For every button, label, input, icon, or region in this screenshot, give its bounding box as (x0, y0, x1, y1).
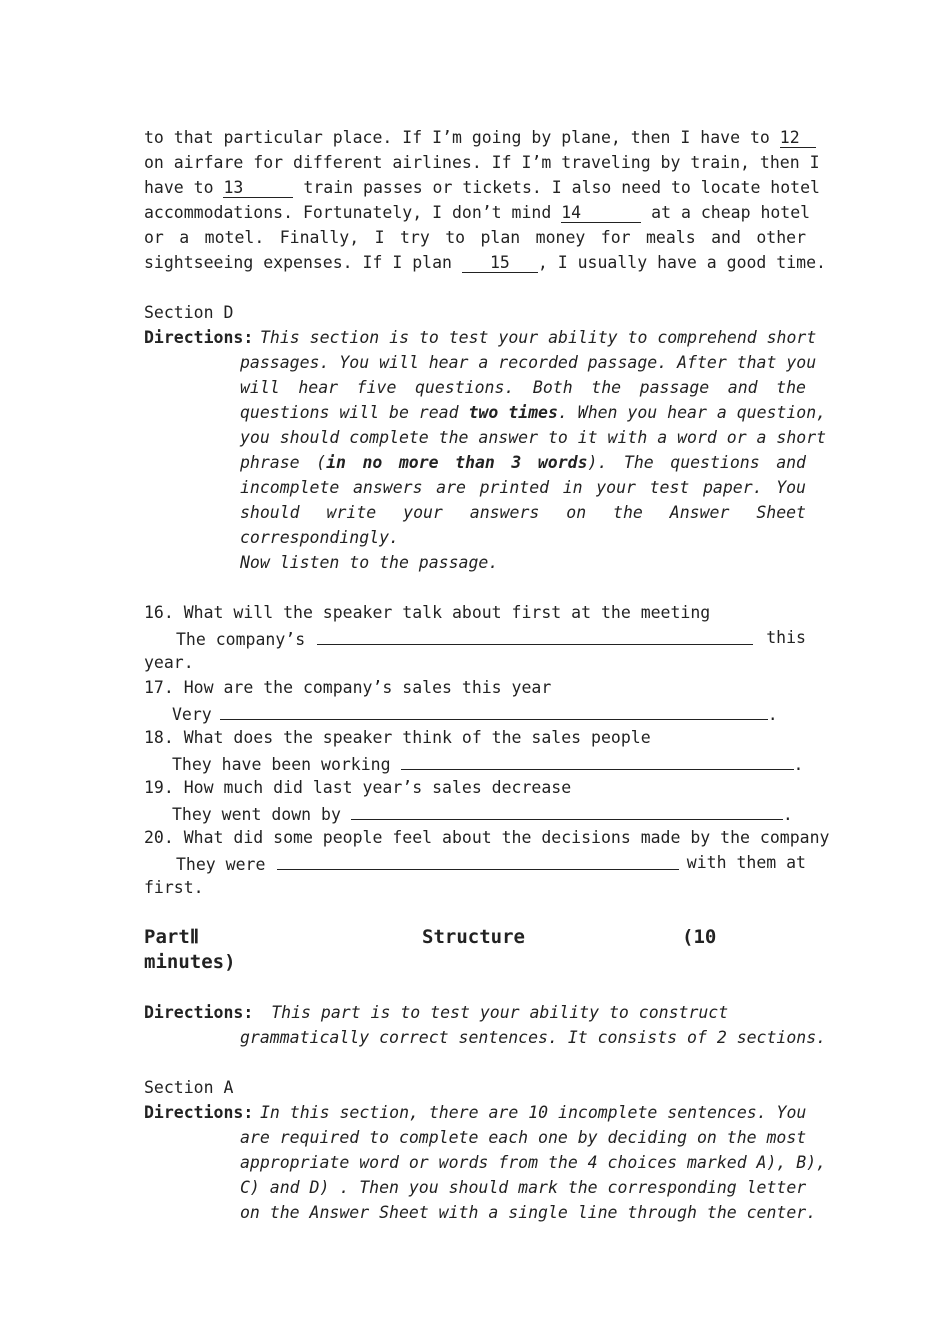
answer-line-20: They were with them at (144, 850, 806, 875)
question-18: 18. What does the speaker think of the sales people (144, 728, 651, 747)
answer-line-18: They have been working . (144, 750, 806, 775)
question-20: 20. What did some people feel about the decisions made by the company (144, 828, 830, 847)
cloze-line: on airfare for different airlines. If I’m traveling by train, then I (144, 153, 820, 172)
answer-blank-18[interactable] (401, 750, 794, 770)
question-17: 17. How are the company’s sales this year (144, 678, 552, 697)
section-a-directions: Directions: In this section, there are 10 incomplete sentences. You (144, 1103, 807, 1122)
answer-line-16: The company’s this (144, 625, 806, 650)
directions-label: Directions: (144, 1003, 254, 1022)
part-2-title: Structure (422, 926, 525, 948)
blank-12: 12 (780, 128, 816, 148)
directions-label: Directions: (144, 1103, 254, 1122)
cloze-line: or a motel. Finally, I try to plan money for meals and other (144, 228, 806, 247)
section-a-title: Section A (144, 1078, 234, 1097)
cloze-line: to that particular place. If I’m going by plane, then I have to 12 (144, 125, 806, 150)
answer-line-19: They went down by . (144, 800, 806, 825)
cloze-line: have to 13 train passes or tickets. I also need to locate hotel (144, 178, 820, 197)
cloze-passage (144, 125, 826, 275)
cloze-line: sightseeing expenses. If I plan 15 , I usually have a good time. (144, 253, 826, 272)
directions-label: Directions: (144, 328, 254, 347)
question-list: 16. What will the speaker talk about first at the meeting The company’s this year. 17. How are the company’s sales this year Very . 18. What does the speaker think of the sales people They have been working . 19. How much did last year’s sales decrease They went down by . 20. What did some people feel about the decisions made by the company They were with them at first. (144, 600, 806, 900)
document-page: to that particular place. If I’m going by plane, then I have to 12 on airfare for different airlines. If I’m traveling by train, then I have to 13 train passes or tickets. I also need to locate hotel accommodations. Fortunately, I don’t mind 14 at a cheap hotel or a motel. Finally, I try to plan money for meals and other sightseeing expenses. If I plan 15 , I usually have a good time. Section D Directions: This section is to test your ability to comprehend short passages. You will hear a recorded passage. After that you will hear five questions. Both the passage and the questions will be read two times. When you hear a question, you should complete the answer to it with a word or a short phrase (in no more than 3 words). The questions and incomplete answers are printed in your test paper. You should write your answers on the Answer Sheet correspondingly. Now listen to the passage. 16. What will the speaker talk about first at the meeting The company’s this year. 17. How are the company’s sales this year Very . 18. What does the speaker think of the sales people They have been working . 19. How much did last year’s sales decrease They went down by . 20. What did some people feel about the decisions made by the company They were with them at first. PartⅡ Structure (10 minutes) Directions: This part is to test your ability to construct grammatically correct sentences. It consists of 2 sections. Section A Directions: In this section, there are 10 incomplete sentences. You are required to complete each one by deciding on the most appropriate word or words from the 4 choices marked A), B), C) and D) . Then you should mark the corresponding letter on the Answer Sheet with a single line through the center. (144, 125, 806, 1225)
answer-blank-17[interactable] (220, 700, 768, 720)
answer-blank-16[interactable] (317, 625, 753, 645)
cloze-line: accommodations. Fortunately, I don’t mind 14 at a cheap hotel (144, 203, 811, 222)
answer-blank-19[interactable] (351, 800, 783, 820)
question-16: 16. What will the speaker talk about first at the meeting (144, 603, 711, 622)
section-d-directions: Directions: This section is to test your ability to comprehend short (144, 328, 817, 347)
answer-blank-20[interactable] (277, 850, 679, 870)
blank-13: 13 (223, 178, 293, 198)
question-19: 19. How much did last year’s sales decrease (144, 778, 572, 797)
part-2-directions: Directions: This part is to test your ability to construct (144, 1003, 729, 1022)
part-2-heading: PartⅡ Structure (10 (144, 926, 717, 948)
section-d-title: Section D (144, 303, 234, 322)
blank-14: 14 (561, 203, 641, 223)
blank-15: 15 (462, 253, 538, 273)
answer-line-17: Very . (144, 700, 806, 725)
